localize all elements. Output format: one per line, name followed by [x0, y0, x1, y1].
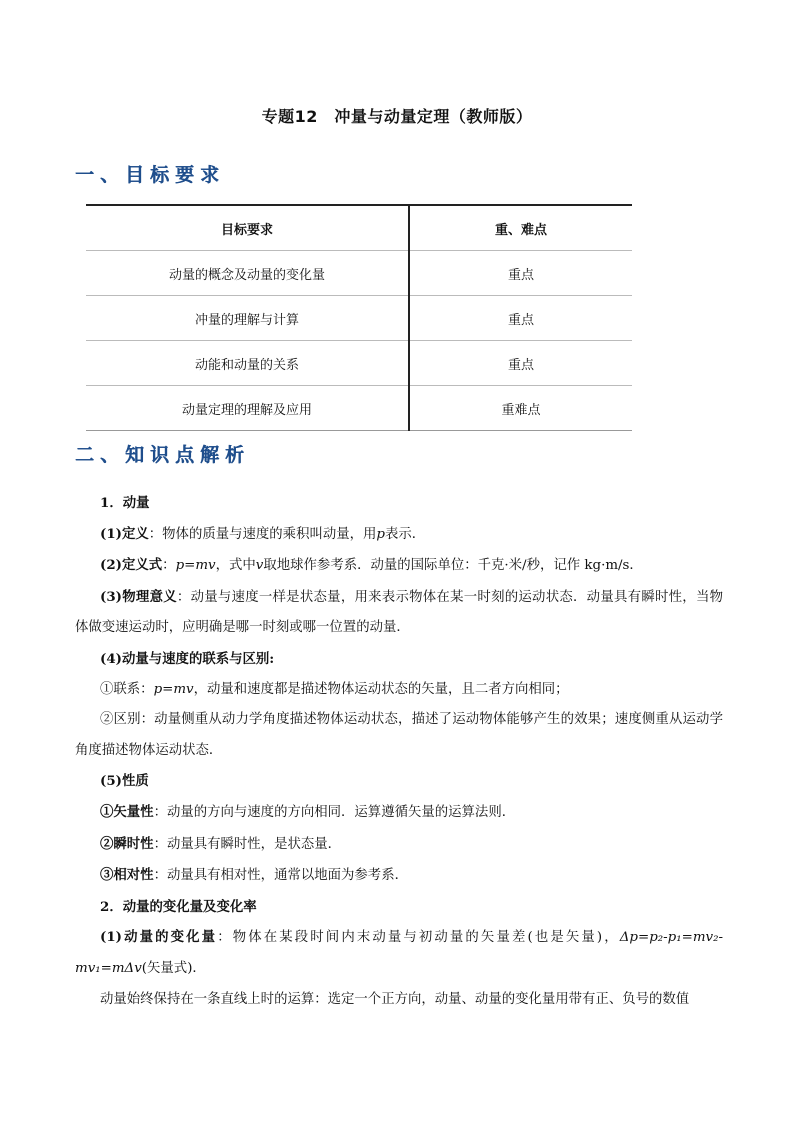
text: ：物体在某段时间内末动量与初动量的矢量差(也是矢量)， [217, 930, 620, 946]
subsection-title-change: 2．动量的变化量及变化率 [100, 898, 257, 915]
formula: p=mv [153, 681, 194, 697]
table-row [86, 341, 632, 386]
formula: p=mv [175, 558, 216, 574]
goals-table [86, 204, 632, 431]
formula: Δp=p₂-p₁=mv₂-mv₁=mΔv [75, 930, 723, 976]
text: (矢量式)． [141, 960, 206, 976]
table-row [86, 296, 632, 341]
paragraph-relation-title: (4)动量与速度的联系与区别: [100, 650, 275, 667]
table-cell-difficulty: 重点 [409, 341, 632, 386]
table-row [86, 386, 632, 431]
text: 取地球作参考系．动量的国际单位：千克·米/秒，记作 kg·m/s． [263, 558, 643, 574]
section-heading-goals: 一、目标要求 [75, 164, 226, 186]
label: (3)物理意义 [100, 588, 177, 605]
page-title: 专题12 冲量与动量定理（教师版） [261, 107, 533, 126]
table-cell-difficulty: 重点 [409, 251, 632, 296]
variable: v [255, 558, 264, 574]
text: 表示． [385, 526, 426, 542]
table-cell-goal: 动量定理的理解及应用 [86, 386, 409, 431]
label: ①矢量性 [100, 803, 154, 820]
table-header-goal: 目标要求 [86, 205, 409, 251]
paragraph-vector [75, 797, 723, 829]
paragraph-definition [75, 519, 723, 551]
paragraph-relative [75, 860, 723, 892]
text: ①联系： [100, 681, 154, 697]
subsection-title-momentum: 1．动量 [100, 495, 150, 511]
paragraph-formula [75, 550, 723, 582]
label: ③相对性 [100, 867, 154, 884]
table-cell-goal: 冲量的理解与计算 [86, 296, 409, 341]
text: ：动量具有相对性，通常以地面为参考系． [153, 868, 408, 884]
paragraph-difference: ②区别：动量侧重从动力学角度描述物体运动状态，描述了运动物体能够产生的效果；速度侧重从运动学角度描述物体运动状态． [75, 712, 723, 758]
table-cell-goal: 动能和动量的关系 [86, 341, 409, 386]
text: ：物体的质量与速度的乘积叫动量，用 [148, 526, 377, 542]
text: ，式中 [215, 558, 256, 574]
paragraph-instant [75, 829, 723, 861]
paragraph-line-rule: 动量始终保持在一条直线上时的运算：选定一个正方向，动量、动量的变化量用带有正、负号的数值 [100, 991, 690, 1007]
text: ： [162, 558, 176, 574]
section-heading-knowledge: 二、知识点解析 [75, 444, 251, 466]
table-header-row [86, 205, 632, 251]
table-cell-difficulty: 重难点 [409, 386, 632, 431]
text: ：动量与速度一样是状态量，用来表示物体在某一时刻的运动状态．动量具有瞬时性，当物体做变速运动时，应明确是哪一时刻或哪一位置的动量． [75, 589, 723, 636]
label: (1)动量的变化量 [100, 929, 218, 946]
label: (1)定义 [100, 525, 149, 542]
table-header-difficulty: 重、难点 [409, 205, 632, 251]
paragraph-properties-title: (5)性质 [100, 773, 149, 790]
text: ，动量和速度都是描述物体运动状态的矢量，且二者方向相同； [193, 681, 569, 697]
text: ：动量的方向与速度的方向相同．运算遵循矢量的运算法则． [153, 804, 516, 820]
table-cell-difficulty: 重点 [409, 296, 632, 341]
paragraph-change [75, 922, 723, 984]
text: ：动量具有瞬时性，是状态量． [153, 836, 342, 852]
label: ②瞬时性 [100, 835, 154, 852]
label: (2)定义式 [100, 557, 163, 574]
paragraph-link [75, 675, 723, 706]
paragraph-meaning [75, 582, 723, 644]
knowledge-body [75, 488, 723, 1015]
table-row [86, 251, 632, 296]
table-cell-goal: 动量的概念及动量的变化量 [86, 251, 409, 296]
variable: p [376, 526, 385, 542]
